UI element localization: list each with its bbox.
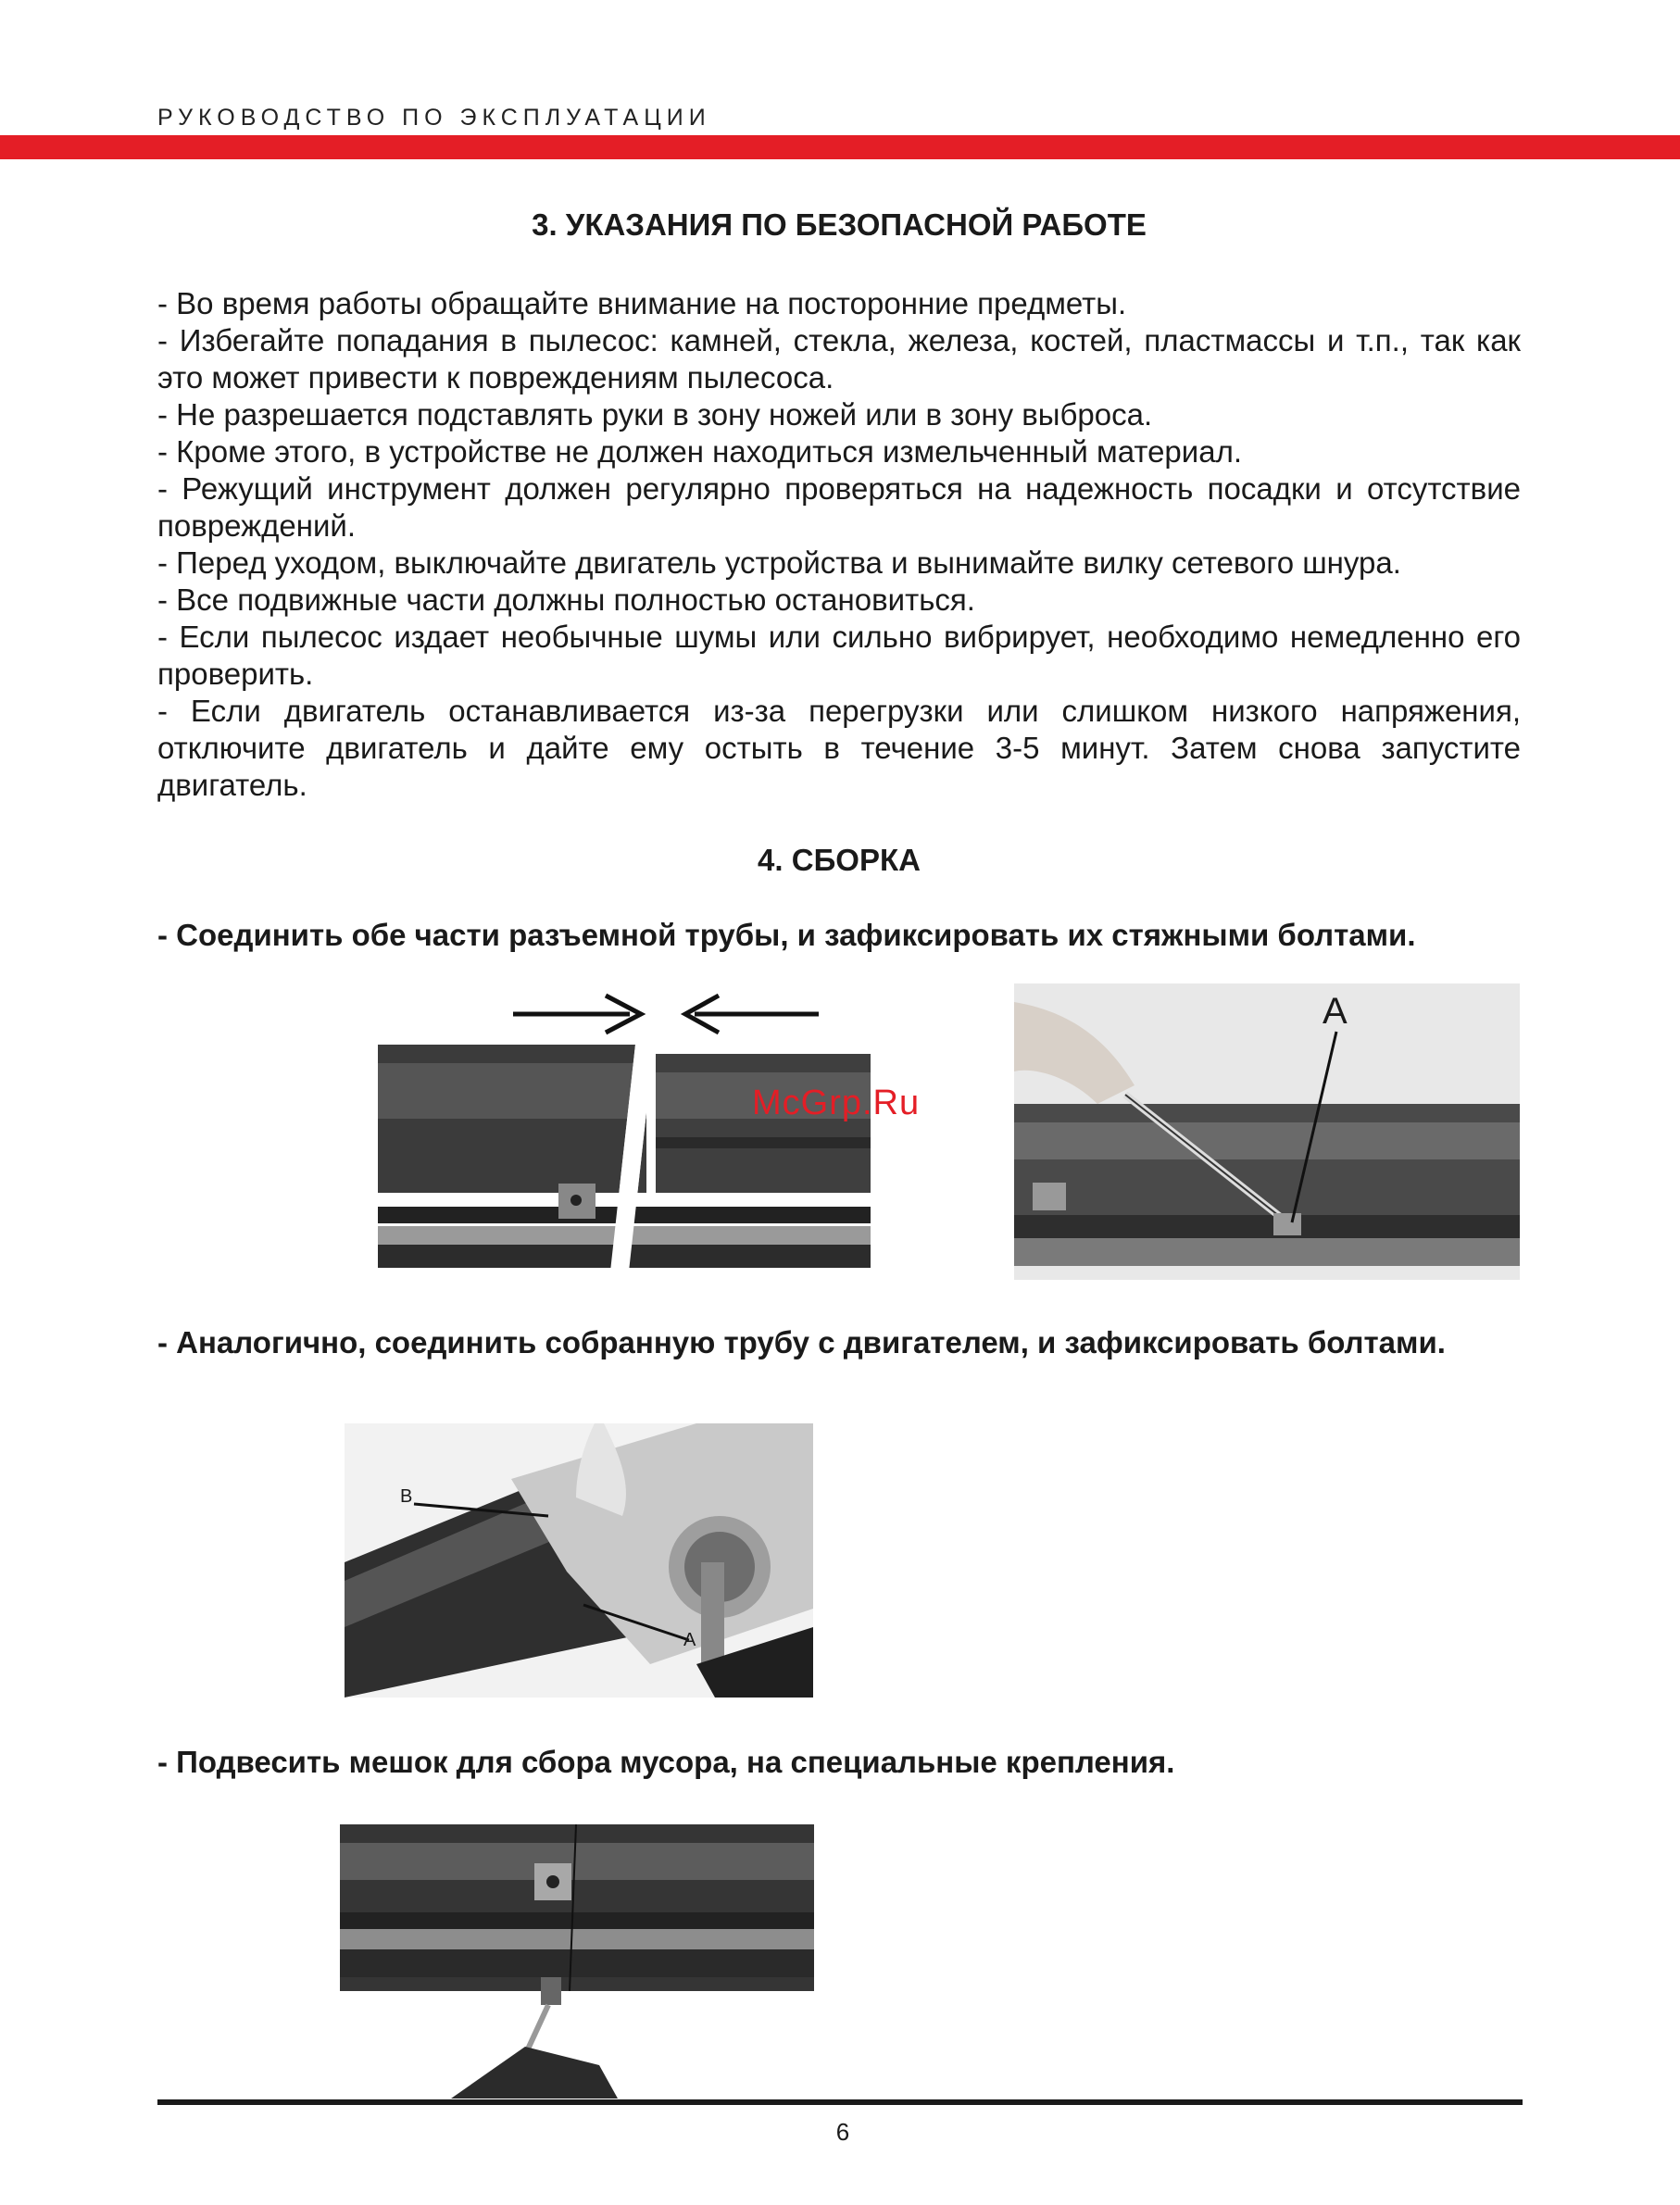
tube-motor-photo [345, 1423, 813, 1698]
watermark-text: McGrp.Ru [752, 1084, 921, 1122]
bolt-fixing-photo [1014, 983, 1520, 1280]
assembly-step-2: - Аналогично, соединить собранную трубу с двигателем, и зафиксировать болтами. [157, 1325, 1446, 1359]
assembly-step-3: - Подвесить мешок для сбора мусора, на специальные крепления. [157, 1745, 1175, 1779]
assembly-step-1: - Соединить обе части разъемной трубы, и зафиксировать их стяжными болтами. [157, 918, 1416, 952]
safety-item: - Перед уходом, выключайте двигатель устройства и вынимайте вилку сетевого шнура. [157, 545, 1401, 580]
safety-item: - Если пылесос издает необычные шумы или сильно вибрирует, необходимо немедленно его проверить. [157, 620, 1521, 691]
join-arrows-graphic [509, 986, 824, 1042]
bag-mount-photo [340, 1824, 814, 2099]
safety-item: - Избегайте попадания в пылесос: камней, стекла, железа, костей, пластмассы и т.п., так как это может привести к повреждениям пылесоса. [157, 323, 1521, 395]
figure-label-a: A [1323, 991, 1348, 1032]
safety-item: - Кроме этого, в устройстве не должен находиться измельченный материал. [157, 434, 1243, 469]
section-3-title: 3. УКАЗАНИЯ ПО БЕЗОПАСНОЙ РАБОТЕ [532, 207, 1147, 242]
safety-item: - Если двигатель останавливается из-за перегрузки или слишком низкого напряжения, отключите двигатель и дайте ему остыть в течение 3-5 минут. Затем снова запустите двигатель. [157, 694, 1521, 802]
safety-item: - Во время работы обращайте внимание на посторонние предметы. [157, 286, 1127, 320]
safety-item: - Режущий инструмент должен регулярно проверяться на надежность посадки и отсутствие повреждений. [157, 471, 1521, 543]
tube-halves-photo [378, 1045, 871, 1280]
safety-item: - Не разрешается подставлять руки в зону ножей или в зону выброса. [157, 397, 1153, 432]
page-number: 6 [835, 2118, 850, 2146]
header-red-bar [0, 135, 1680, 159]
figure-label-a-small: A [683, 1630, 696, 1650]
footer-rule [157, 2099, 1523, 2105]
safety-item: - Все подвижные части должны полностью остановиться. [157, 583, 975, 617]
running-header: РУКОВОДСТВО ПО ЭКСПЛУАТАЦИИ [157, 105, 711, 131]
safety-instructions [157, 285, 1521, 804]
section-4-title: 4. СБОРКА [758, 843, 921, 877]
figure-label-b: B [400, 1486, 413, 1507]
